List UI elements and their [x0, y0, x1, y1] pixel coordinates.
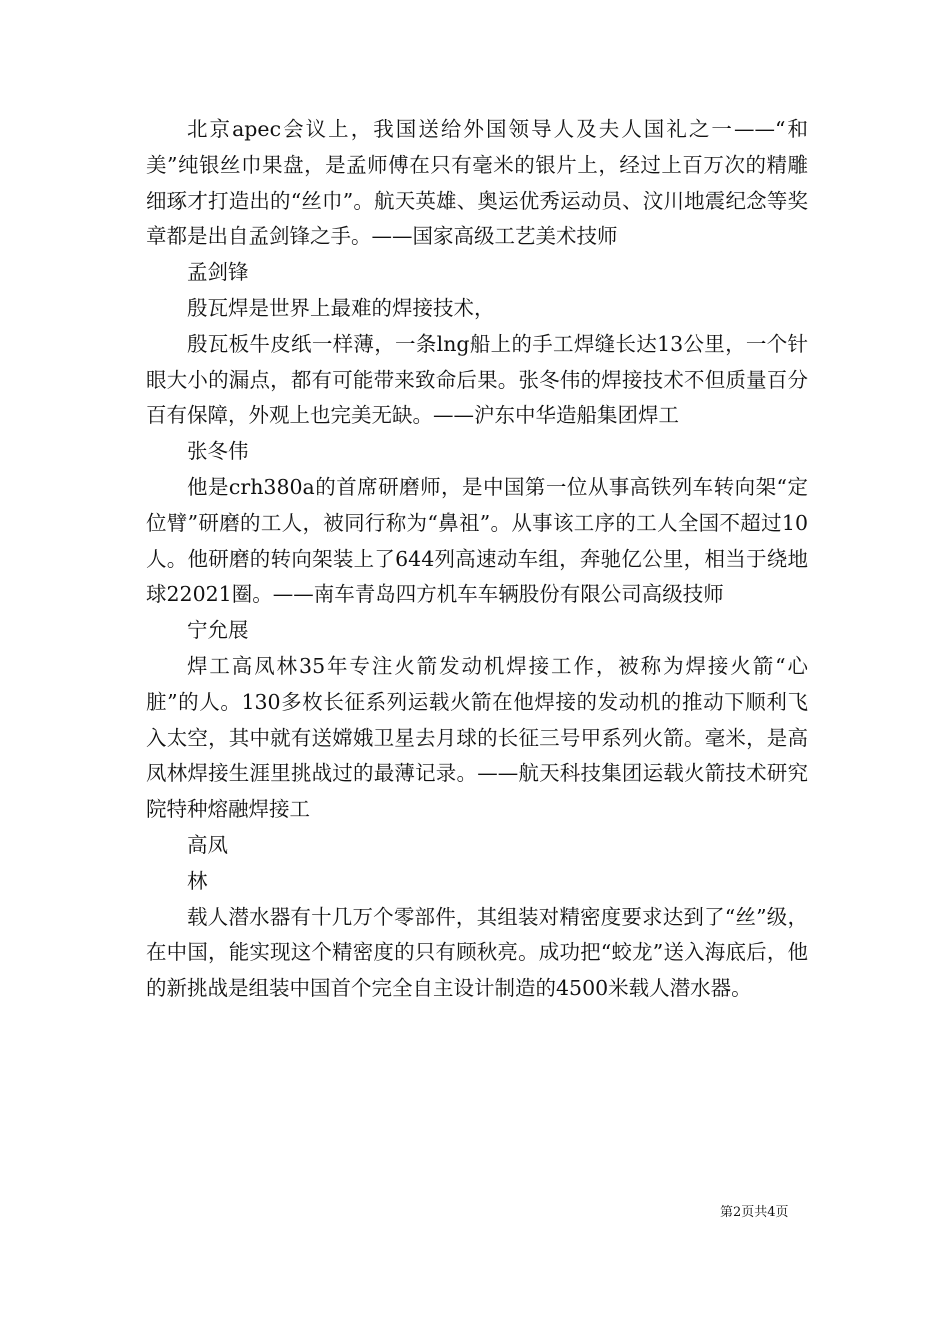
name-gao-fenglin-part2: 林 [187, 868, 208, 893]
paragraph-gao-fenglin: 焊工高凤林35年专注火箭发动机焊接工作，被称为焊接火箭“心脏”的人。130多枚长征系列运载火箭在他焊接的发动机的推动下顺利飞入太空，其中就有送嫦娥卫星去月球的长征三号甲系列火箭。毫米，是高凤林焊接生涯里挑战过的最薄记录。——航天科技集团运载火箭技术研究院特种熔融焊接工 [146, 653, 808, 822]
paragraph-ning-yunzhan: 他是crh380a的首席研磨师，是中国第一位从事高铁列车转向架“定位臂”研磨的工人，被同行称为“鼻祖”。从事该工序的工人全国不超过10人。他研磨的转向架装上了644列高速动车组，奔驰亿公里，相当于绕地球22021圈。——南车青岛四方机车车辆股份有限公司高级技师 [146, 474, 808, 607]
name-zhang-dongwei: 张冬伟 [187, 439, 249, 464]
page-number-footer: 第2页共4页 [720, 1205, 789, 1220]
paragraph-gu-qiuliang: 载人潜水器有十几万个零部件，其组装对精密度要求达到了“丝”级，在中国，能实现这个精密度的只有顾秋亮。成功把“蛟龙”送入海底后，他的新挑战是组装中国首个完全自主设计制造的4500米载人潜水器。 [146, 904, 808, 1001]
name-meng-jianfeng: 孟剑锋 [187, 260, 249, 285]
name-gao-fenglin-part1: 高凤 [187, 832, 228, 857]
paragraph-invar-welding: 殷瓦焊是世界上最难的焊接技术， [187, 295, 495, 320]
name-ning-yunzhan: 宁允展 [187, 618, 249, 643]
document-body [146, 112, 808, 1007]
paragraph-zhang-dongwei: 殷瓦板牛皮纸一样薄，一条lng船上的手工焊缝长达13公里，一个针眼大小的漏点，都有可能带来致命后果。张冬伟的焊接技术不但质量百分百有保障，外观上也完美无缺。——沪东中华造船集团焊工 [146, 331, 808, 428]
paragraph-meng-jianfeng: 北京apec会议上，我国送给外国领导人及夫人国礼之一——“和美”纯银丝巾果盘，是孟师傅在只有毫米的银片上，经过上百万次的精雕细琢才打造出的“丝巾”。航天英雄、奥运优秀运动员、汶川地震纪念等奖章都是出自孟剑锋之手。——国家高级工艺美术技师 [146, 117, 808, 249]
